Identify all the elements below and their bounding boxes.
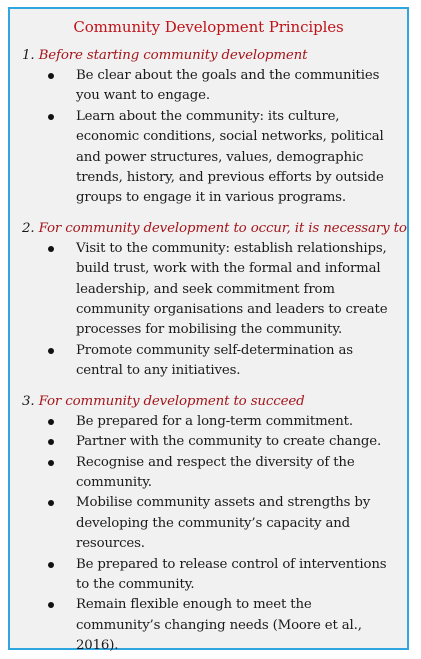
- section-number: 3.: [22, 393, 35, 409]
- bullet-icon: [48, 500, 54, 506]
- section-number: 1.: [22, 48, 35, 63]
- list-item: [10, 66, 407, 107]
- section-2: [10, 218, 407, 382]
- card-title: Community Development Principles: [73, 18, 344, 36]
- list-item: [10, 595, 407, 656]
- list-item: [10, 493, 407, 554]
- bullet-icon: [48, 114, 54, 120]
- list-item: [10, 239, 407, 341]
- list-item: [10, 107, 407, 209]
- bullet-list: [10, 412, 407, 657]
- list-item-text: Partner with the community to create change.: [76, 434, 382, 450]
- list-item-text: Recognise and respect the diversity of the community.: [76, 454, 355, 490]
- list-item: [10, 555, 407, 596]
- section-heading-text: For community development to succeed: [38, 393, 305, 409]
- list-item-text: Be prepared to release control of interventions to the community.: [76, 556, 387, 592]
- section-1: [10, 45, 407, 209]
- section-number: 2.: [22, 220, 35, 236]
- list-item-text: Promote community self-determination as central to any initiatives.: [76, 342, 353, 379]
- section-3: [10, 391, 407, 657]
- bullet-icon: [48, 602, 54, 608]
- bullet-icon: [48, 73, 54, 79]
- list-item-text: Be clear about the goals and the communities you want to engage.: [76, 68, 380, 104]
- list-item-text: Mobilise community assets and strengths by developing the community’s capacity and resources.: [76, 495, 371, 552]
- section-heading-text: Before starting community development: [38, 48, 308, 63]
- list-item: [10, 432, 407, 452]
- list-item-text: Be prepared for a long-term commitment.: [76, 413, 353, 429]
- section-heading-text: For community development to occur, it is necessary to: [38, 220, 407, 236]
- bullet-icon: [48, 460, 54, 466]
- list-item-text: Learn about the community: its culture, economic conditions, social networks, political and power structures, values, demographic trends, history, and previous efforts by outside groups to engage it in various programs.: [76, 108, 384, 206]
- list-item: [10, 341, 407, 382]
- bullet-list: [10, 66, 407, 209]
- principles-card: [8, 7, 409, 654]
- bullet-icon: [48, 419, 54, 425]
- section-heading: [10, 45, 407, 66]
- bullet-icon: [48, 439, 54, 445]
- list-item: [10, 412, 407, 432]
- bullet-list: [10, 239, 407, 382]
- list-item-text: Visit to the community: establish relationships, build trust, work with the formal and informal leadership, and seek commitment from community organisations and leaders to create processes for mobilising the community.: [76, 240, 388, 338]
- bullet-icon: [48, 246, 54, 252]
- section-heading: [10, 391, 407, 412]
- section-heading: [10, 218, 407, 239]
- bullet-icon: [48, 348, 54, 354]
- list-item: [10, 453, 407, 494]
- bullet-icon: [48, 562, 54, 568]
- list-item-text: Remain flexible enough to meet the community’s changing needs (Moore et al., 2016).: [76, 597, 362, 654]
